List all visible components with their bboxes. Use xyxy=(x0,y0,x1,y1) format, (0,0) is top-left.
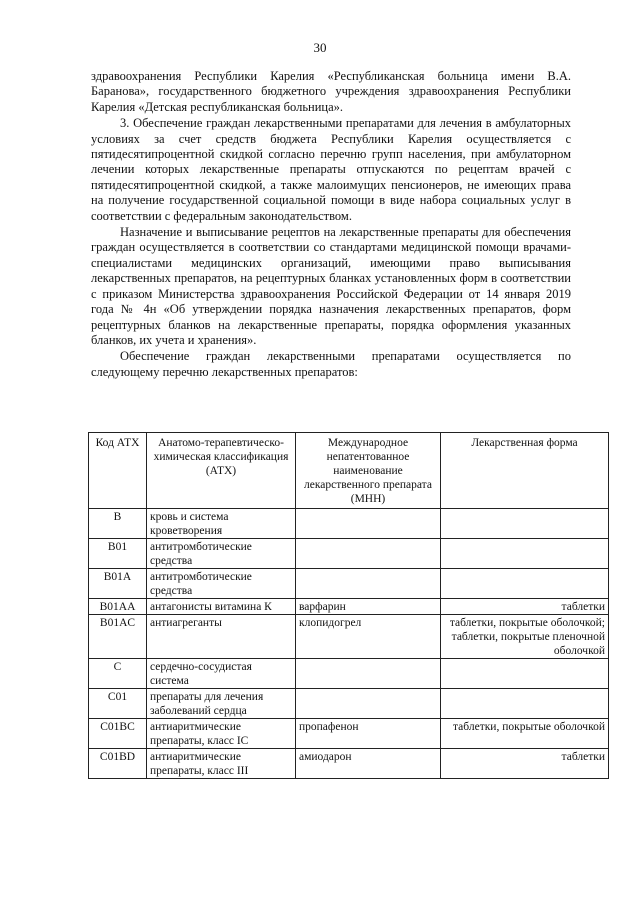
table-row xyxy=(89,569,609,599)
cell-mnn xyxy=(296,689,441,719)
cell-code: C xyxy=(89,659,147,689)
paragraph: Назначение и выписывание рецептов на лекарственные препараты для обеспечения граждан осуществляется в соответствии со стандартами медицинской помощи врачами-специалистами медицинских организаций, имеющими право выписывания лекарственных препаратов, на рецептурных бланках установленных форм в соответствии с приказом Министерства здравоохранения Российской Федерации от 14 января 2019 года № 4н «Об утверждении порядка назначения лекарственных препаратов, форм рецептурных бланков на лекарственные препараты, порядка оформления указанных бланков, их учета и хранения». xyxy=(91,225,571,347)
cell-form xyxy=(441,569,609,599)
body-text xyxy=(91,69,571,381)
header-code: Код АТХ xyxy=(89,433,147,509)
form-line: таблетки xyxy=(561,601,605,613)
header-mnn: Международное непатентованное наименование лекарственного препарата (МНН) xyxy=(296,433,441,509)
header-classification: Анатомо-терапевтическо-химическая классификация (АТХ) xyxy=(147,433,296,509)
cell-form xyxy=(441,615,609,659)
cell-code: B xyxy=(89,509,147,539)
cell-classification: антиаритмические препараты, класс III xyxy=(147,749,296,779)
table-row xyxy=(89,615,609,659)
table-row xyxy=(89,689,609,719)
cell-form xyxy=(441,659,609,689)
cell-code: C01BD xyxy=(89,749,147,779)
cell-classification: препараты для лечения заболеваний сердца xyxy=(147,689,296,719)
cell-classification: антитромботические средства xyxy=(147,569,296,599)
drug-list-table xyxy=(88,432,609,779)
cell-mnn: пропафенон xyxy=(296,719,441,749)
paragraph: 3. Обеспечение граждан лекарственными препаратами для лечения в амбулаторных условиях за счет средств бюджета Республики Карелия осуществляется с пятидесятипроцентной скидкой согласно перечню групп населения, при амбулаторном лечении которых лекарственные препараты отпускаются по рецептам врачей с пятидесятипроцентной скидкой, а также малоимущих пенсионеров, не имеющих права на получение государственной социальной помощи в виде набора социальных услуг в соответствии с федеральным законодательством. xyxy=(91,116,571,223)
cell-mnn: клопидогрел xyxy=(296,615,441,659)
cell-classification: кровь и система кроветворения xyxy=(147,509,296,539)
cell-form xyxy=(441,509,609,539)
form-line: таблетки xyxy=(561,751,605,763)
form-line: таблетки, покрытые пленочной оболочкой xyxy=(451,631,605,657)
page-number: 30 xyxy=(313,40,327,55)
cell-form xyxy=(441,539,609,569)
table-row xyxy=(89,539,609,569)
paragraph: Обеспечение граждан лекарственными препаратами осуществляется по следующему перечню лекарственных препаратов: xyxy=(91,349,571,379)
cell-mnn: амиодарон xyxy=(296,749,441,779)
cell-classification: антиаритмические препараты, класс IC xyxy=(147,719,296,749)
table-row xyxy=(89,719,609,749)
form-line: таблетки, покрытые оболочкой xyxy=(453,721,605,733)
table-header-row xyxy=(89,433,609,509)
cell-code: B01 xyxy=(89,539,147,569)
cell-mnn xyxy=(296,659,441,689)
cell-form xyxy=(441,599,609,615)
cell-form xyxy=(441,749,609,779)
form-line: таблетки, покрытые оболочкой; xyxy=(449,617,605,629)
cell-code: B01AC xyxy=(89,615,147,659)
cell-form xyxy=(441,719,609,749)
cell-classification: сердечно-сосудистая система xyxy=(147,659,296,689)
cell-classification: антитромботические средства xyxy=(147,539,296,569)
table-row xyxy=(89,509,609,539)
paragraph: здравоохранения Республики Карелия «Республиканская больница имени В.А. Баранова», государственного бюджетного учреждения здравоохранения Республики Карелия «Детская республиканская больница». xyxy=(91,69,571,114)
table-row xyxy=(89,599,609,615)
cell-mnn xyxy=(296,569,441,599)
cell-mnn: варфарин xyxy=(296,599,441,615)
header-form: Лекарственная форма xyxy=(441,433,609,509)
cell-code: C01BC xyxy=(89,719,147,749)
cell-mnn xyxy=(296,509,441,539)
cell-code: C01 xyxy=(89,689,147,719)
table-row xyxy=(89,749,609,779)
cell-classification: антиагреганты xyxy=(147,615,296,659)
table-row xyxy=(89,659,609,689)
cell-form xyxy=(441,689,609,719)
cell-code: B01A xyxy=(89,569,147,599)
cell-classification: антагонисты витамина К xyxy=(147,599,296,615)
cell-code: B01AA xyxy=(89,599,147,615)
cell-mnn xyxy=(296,539,441,569)
